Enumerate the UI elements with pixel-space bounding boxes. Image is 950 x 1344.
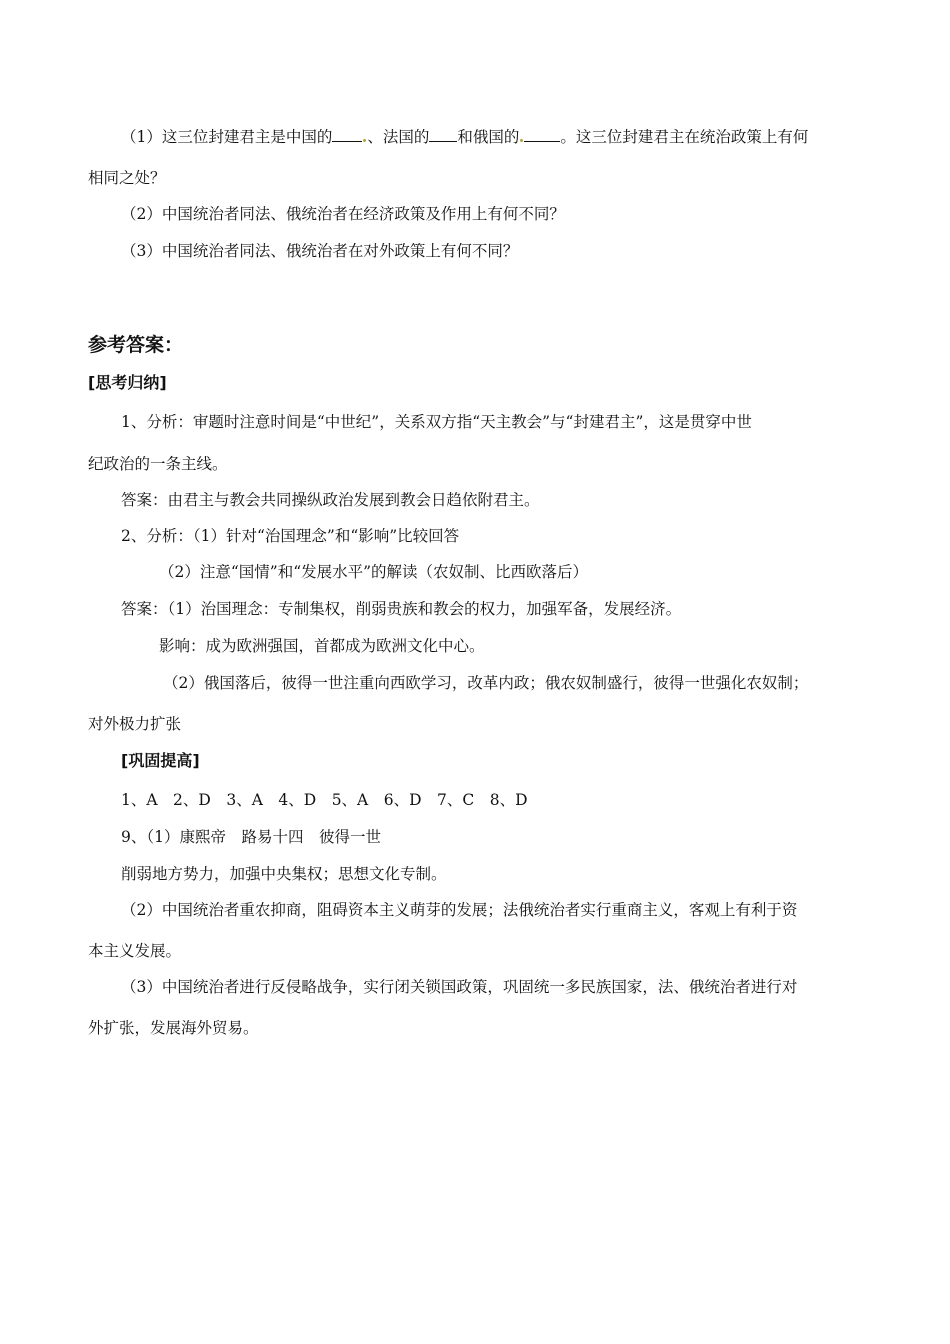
- question-1-continuation: 相同之处？: [88, 169, 166, 187]
- answer-9-part3-line2: 外扩张，发展海外贸易。: [88, 1019, 259, 1037]
- answer-1-answer: 答案：由君主与教会共同操纵政治发展到教会日趋依附君主。: [121, 491, 540, 509]
- mark-dot: [520, 139, 523, 142]
- question-1-prefix: （1）这三位封建君主是中国的: [121, 128, 333, 146]
- question-2: （2）中国统治者同法、俄统治者在经济政策及作用上有何不同？: [121, 205, 565, 223]
- question-3: （3）中国统治者同法、俄统治者在对外政策上有何不同？: [121, 242, 519, 260]
- answer-1-analysis-line2: 纪政治的一条主线。: [88, 455, 228, 473]
- answer-9-part1-detail: 削弱地方势力，加强中央集权；思想文化专制。: [121, 865, 447, 883]
- answer-9-part2-line2: 本主义发展。: [88, 942, 182, 960]
- answer-2-answer-line2: 影响：成为欧洲强国，首都成为欧洲文化中心。: [159, 637, 485, 655]
- answers-title: 参考答案：: [88, 334, 184, 356]
- answer-9-part1: 9、（1）康熙帝 路易十四 彼得一世: [121, 828, 381, 846]
- answer-2-answer-line3: （2）俄国落后，彼得一世注重向西欧学习，改革内政；俄农奴制盛行，彼得一世强化农奴制；: [163, 674, 809, 692]
- question-1-suffix: 。这三位封建君主在统治政策上有何: [560, 128, 809, 146]
- answer-9-part3-line1: （3）中国统治者进行反侵略战争，实行闭关锁国政策，巩固统一多民族国家，法、俄统治者进行对: [121, 978, 798, 996]
- answer-2-analysis-line2: （2）注意“国情”和“发展水平”的解读（农奴制、比西欧落后）: [159, 563, 589, 581]
- blank-china: [332, 127, 362, 142]
- multiple-choice-answers: 1、A 2、D 3、A 4、D 5、A 6、D 7、C 8、D: [121, 791, 528, 809]
- answer-2-analysis-line1: 2、分析：（1）针对“治国理念”和“影响”比较回答: [121, 527, 460, 545]
- section-heading-consolidate: [巩固提高]: [121, 751, 200, 770]
- answer-9-part2-line1: （2）中国统治者重农抑商，阻碍资本主义萌芽的发展；法俄统治者实行重商主义，客观上有利于资: [121, 901, 798, 919]
- answer-2-answer-line4: 对外极力扩张: [88, 715, 182, 733]
- mark-dot: [363, 139, 366, 142]
- blank-france: [429, 127, 457, 142]
- question-1-mid2: 和俄国的: [457, 128, 520, 146]
- question-1-line: [121, 127, 808, 147]
- question-1-mid1: 、法国的: [367, 128, 430, 146]
- blank-russia: [524, 127, 560, 142]
- answer-2-answer-line1: 答案：（1）治国理念：专制集权，削弱贵族和教会的权力，加强军备，发展经济。: [121, 600, 682, 618]
- section-heading-thinking: [思考归纳]: [88, 373, 167, 392]
- answer-1-analysis-line1: 1、分析：审题时注意时间是“中世纪”，关系双方指“天主教会”与“封建君主”，这是贯穿中世: [121, 413, 752, 431]
